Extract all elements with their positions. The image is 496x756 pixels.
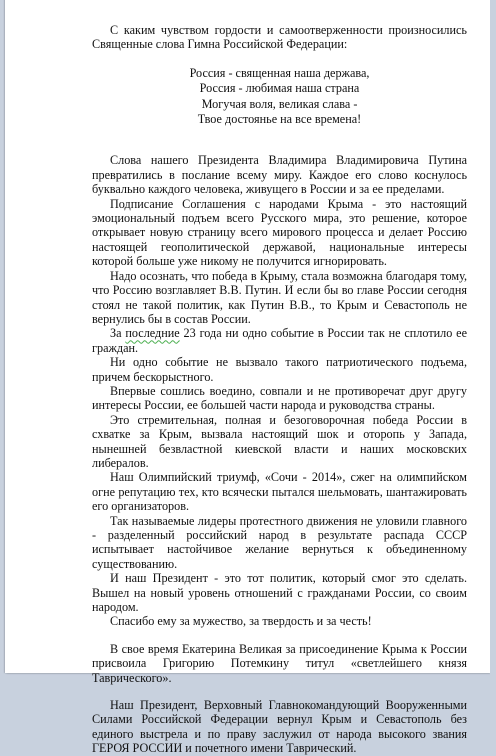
- paragraph-interests: Впервые сошлись воедино, совпали и не противоречат друг другу интересы России, ее большей части народа и руководства страны.: [92, 383, 467, 413]
- anthem-line-3: Могучая воля, великая слава -: [201, 96, 358, 111]
- spellcheck-word: последние: [125, 326, 180, 341]
- anthem-line-4: Твое достоянье на все времена!: [197, 112, 362, 127]
- paragraph-protest: Так называемые лидеры протестного движения не уловили главного - разделенный российский народ в результате распада СССР испытывает настойчивое желание вернуться к объединенному существованию.: [92, 513, 467, 571]
- paragraph-agreement: Подписание Соглашения с народами Крыма - это настоящий эмоциональный подъем всего Русского мира, это решение, которое открывает новую страницу всего мирового процесса и делает Россию настоящей геополитической державой, национальные интересы которой больше уже никому не получится игнорировать.: [92, 196, 467, 269]
- years-text-before: За: [110, 326, 126, 341]
- paragraph-politician: И наш Президент - это тот политик, который смог это сделать. Вышел на новый уровень отношений с гражданами России, со своим народом.: [92, 571, 467, 615]
- right-margin: [490, 0, 496, 675]
- paragraph-patriotic: Ни одно событие не вызвало такого патриотического подъема, причем бескорыстного.: [92, 355, 467, 384]
- paragraph-crimea-victory: Это стремительная, полная и безоговорочная победа России в схватке за Крым, вызвала настоящий шок и оторопь у Запада, нынешней безвластной киевской власти и наших московских либералов.: [92, 412, 467, 470]
- anthem-quote: [92, 66, 467, 128]
- document-page: [5, 0, 490, 756]
- years-text-after: 23 года ни одно событие в России так не сплотило ее граждан.: [92, 326, 468, 355]
- paragraph-23-years: [92, 326, 467, 355]
- paragraph-victory: Надо осознать, что победа в Крыму, стала возможна благодаря тому, что Россию возглавляет В.В. Путин. И если бы во главе России сегодня стоял не такой политик, как Путин В.В., то Крым и Севастополь не вернулись бы в состав России.: [92, 268, 467, 326]
- anthem-line-2: Россия - любимая наша страна: [199, 81, 360, 96]
- anthem-line-1: Россия - священная наша держава,: [189, 65, 370, 80]
- document-body: [92, 23, 467, 756]
- paragraph-final: Наш Президент, Верховный Главнокомандующий Вооруженными Силами Российской Федерации вернул Крым и Севастополь без единого выстрела и по праву заслужил от народа высокого звания ГЕРОЯ РОССИИ и почетного имени Таврический.: [92, 698, 467, 756]
- paragraph-president-words: Слова нашего Президента Владимира Владимировича Путина превратились в послание всему миру. Каждое его слово коснулось буквально каждого человека, живущего в России и за ее пределами.: [92, 153, 467, 197]
- intro-paragraph: С каким чувством гордости и самоотверженности произносились Священные слова Гимна Российской Федерации:: [92, 23, 467, 52]
- paragraph-thanks: Спасибо ему за мужество, за твердость и за честь!: [110, 614, 372, 629]
- paragraph-olympics: Наш Олимпийский триумф, «Сочи - 2014», сжег на олимпийском огне репутацию тех, кто всячески пытался шельмовать, шантажировать его организаторов.: [92, 470, 467, 514]
- paragraph-catherine: В свое время Екатерина Великая за присоединение Крыма к России присвоила Григорию Потемкину титул «светлейшего князя Таврического».: [92, 641, 467, 685]
